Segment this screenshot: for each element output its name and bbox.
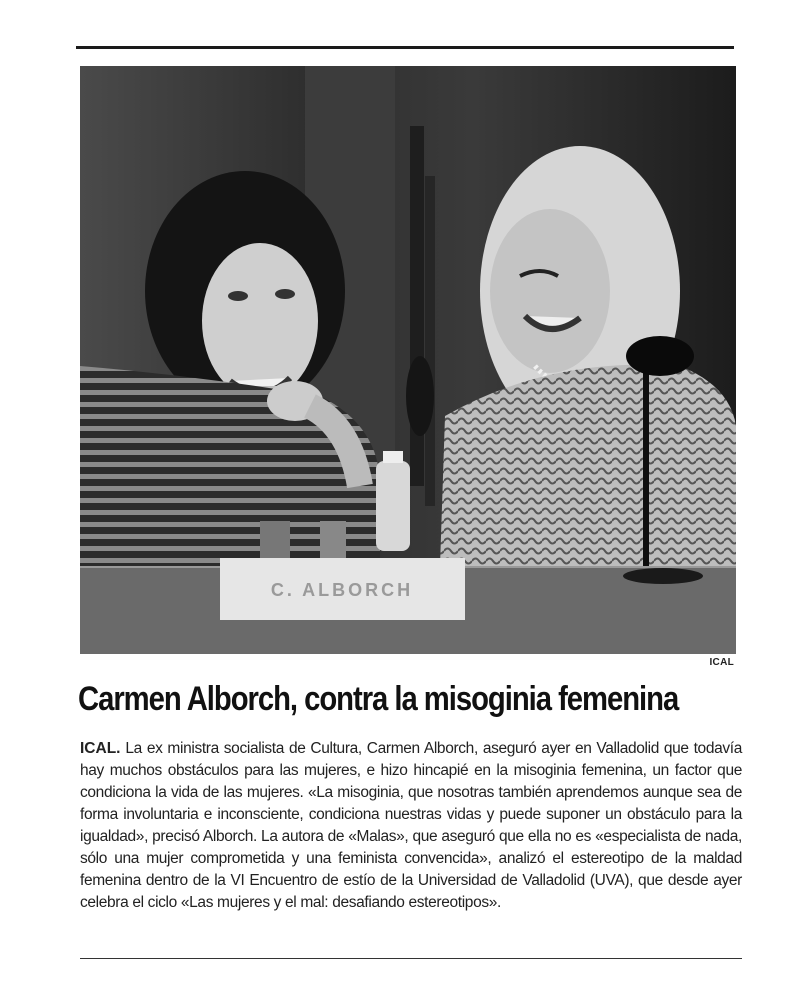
article-lead: ICAL. bbox=[80, 740, 121, 757]
article-body bbox=[80, 738, 742, 914]
photo-illustration bbox=[80, 66, 736, 654]
news-photo bbox=[80, 66, 736, 654]
top-rule bbox=[76, 46, 734, 49]
article-body-text: La ex ministra socialista de Cultura, Carmen Alborch, aseguró ayer en Valladolid que todavía hay muchos obstáculos para las mujeres, e hizo hincapié en la misoginia femenina, un factor que condiciona la vida de las mujeres. «La misoginia, que nosotras también aprendemos aunque sea de forma involuntaria e inconsciente, condiciona nuestras vidas y puede suponer un obstáculo para la igualdad», precisó Alborch. La autora de «Malas», que aseguró que ella no es «especialista de nada, sólo una mujer comprometida y una feminista convencida», analizó el estereotipo de la maldad femenina dentro de la VI Encuentro de estío de la Universidad de Valladolid (UVA), que desde ayer celebra el ciclo «Las mujeres y el mal: desafiando estereotipos». bbox=[80, 740, 742, 911]
bottom-rule bbox=[80, 958, 742, 959]
headline: Carmen Alborch, contra la misoginia femenina bbox=[78, 680, 679, 718]
name-plate-text: C. ALBORCH bbox=[270, 580, 414, 600]
photo-credit: ICAL bbox=[709, 657, 734, 668]
